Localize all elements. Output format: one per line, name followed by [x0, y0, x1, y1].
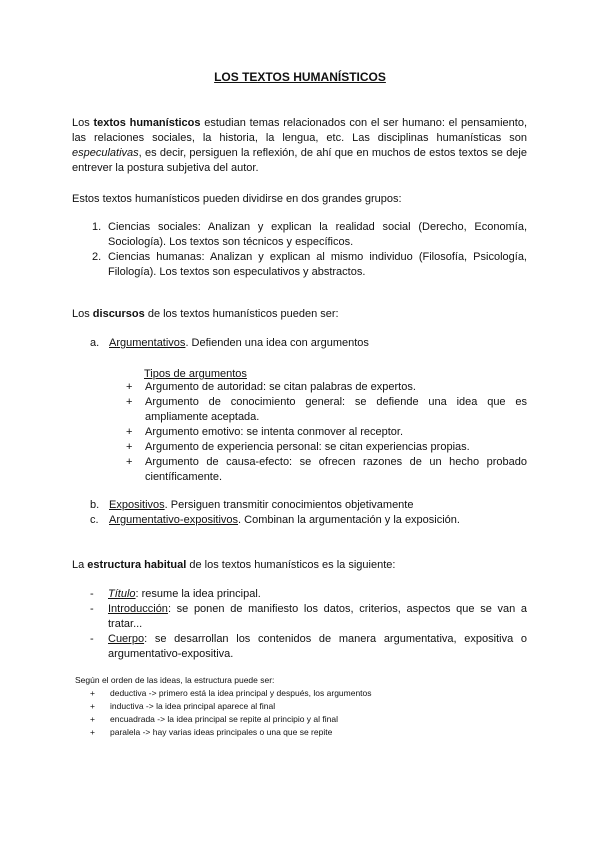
- list-item: [90, 700, 527, 713]
- list-marker: +: [90, 727, 95, 737]
- estructura-intro-text: La: [72, 559, 88, 571]
- intro-paragraph: [72, 116, 527, 176]
- intro-italic-term: especulativas: [72, 147, 139, 159]
- estructura-list: [90, 587, 527, 662]
- discurso-term: Expositivos: [109, 499, 165, 511]
- list-item: [72, 250, 527, 280]
- discurso-item-b: [90, 498, 527, 513]
- list-item: [90, 602, 527, 632]
- list-item: [72, 220, 527, 250]
- discurso-term: Argumentativo-expositivos: [109, 514, 239, 526]
- list-item-text: paralela -> hay varias ideas principales o una que se repite: [110, 727, 333, 737]
- discursos-intro-text: Los: [72, 308, 93, 320]
- list-item: [108, 395, 527, 425]
- list-marker: +: [90, 701, 95, 711]
- groups-list: [72, 220, 527, 280]
- list-item: [108, 455, 527, 485]
- list-item-text: Argumento de conocimiento general: se defiende una idea que es ampliamente aceptada.: [145, 396, 527, 423]
- list-marker: 2.: [92, 251, 102, 263]
- list-item-text: Argumento de experiencia personal: se citan experiencias propias.: [145, 441, 470, 453]
- discursos-bold-term: discursos: [92, 308, 145, 320]
- discurso-text: . Combinan la argumentación y la exposición.: [238, 514, 460, 526]
- discursos-intro: [72, 307, 527, 322]
- estructura-term: Introducción: [108, 603, 168, 615]
- list-marker: +: [126, 381, 133, 393]
- list-marker: +: [90, 688, 95, 698]
- list-marker: +: [126, 396, 133, 408]
- list-marker: +: [126, 441, 133, 453]
- orden-list: [90, 687, 527, 739]
- list-marker: c.: [90, 514, 99, 526]
- list-item: [90, 632, 527, 662]
- list-item-text: : resume la idea principal.: [135, 588, 261, 600]
- discurso-text: . Defienden una idea con argumentos: [185, 337, 369, 349]
- list-item-text: Ciencias sociales: Analizan y explican la realidad social (Derecho, Economía, Sociología). Los textos son técnicos y específicos.: [108, 221, 527, 248]
- list-item-text: encuadrada -> la idea principal se repite al principio y al final: [110, 714, 338, 724]
- discurso-item-c: [90, 513, 527, 528]
- intro-text: estudian temas relacionados con el ser humano: el pensamiento, las relaciones sociales, la historia, la lengua, etc. Las disciplinas humanísticas son: [72, 117, 528, 144]
- intro-text: , es decir, persiguen la reflexión, de ahí que en muchos de estos textos se deje entrever la postura subjetiva del autor.: [72, 147, 527, 174]
- groups-intro: Estos textos humanísticos pueden dividirse en dos grandes grupos:: [72, 193, 402, 205]
- list-item: [90, 713, 527, 726]
- list-item-text: : se desarrollan los contenidos de manera argumentativa, expositiva o argumentativo-expositiva.: [108, 633, 527, 660]
- list-marker: +: [90, 714, 95, 724]
- args-heading-text: Tipos de argumentos: [144, 368, 247, 380]
- list-item: [90, 687, 527, 700]
- list-item: [108, 440, 527, 455]
- list-item: [108, 380, 527, 395]
- list-item-text: Ciencias humanas: Analizan y explican al mismo individuo (Filosofía, Psicología, Filología). Los textos son especulativos y abstractos.: [108, 251, 527, 278]
- estructura-intro: [72, 558, 527, 573]
- list-item-text: inductiva -> la idea principal aparece al final: [110, 701, 276, 711]
- discurso-term: Argumentativos: [109, 337, 186, 349]
- list-marker: -: [90, 603, 94, 615]
- orden-intro: Según el orden de las ideas, la estructura puede ser:: [75, 675, 275, 685]
- list-marker: 1.: [92, 221, 102, 233]
- list-item-text: deductiva -> primero está la idea principal y después, los argumentos: [110, 688, 372, 698]
- list-item-text: Argumento de autoridad: se citan palabras de expertos.: [145, 381, 416, 393]
- list-marker: -: [90, 588, 94, 600]
- list-item: [90, 587, 527, 602]
- discurso-item-a: [90, 336, 527, 351]
- args-list: [108, 380, 527, 485]
- estructura-term: Cuerpo: [108, 633, 145, 645]
- intro-bold-term: textos humanísticos: [93, 117, 201, 129]
- list-item-text: Argumento de causa-efecto: se ofrecen razones de un hecho probado científicamente.: [145, 456, 527, 483]
- discursos-intro-text: de los textos humanísticos pueden ser:: [144, 308, 339, 320]
- list-item: [108, 425, 527, 440]
- list-item-text: Argumento emotivo: se intenta conmover al receptor.: [145, 426, 404, 438]
- list-marker: -: [90, 633, 94, 645]
- estructura-intro-text: de los textos humanísticos es la siguiente:: [186, 559, 396, 571]
- list-marker: +: [126, 456, 133, 468]
- list-marker: +: [126, 426, 133, 438]
- discurso-text: . Persiguen transmitir conocimientos objetivamente: [164, 499, 414, 511]
- page-title: LOS TEXTOS HUMANÍSTICOS: [214, 70, 386, 84]
- list-marker: b.: [90, 499, 100, 511]
- intro-text: Los: [72, 117, 94, 129]
- estructura-term: Título: [108, 588, 136, 600]
- estructura-bold-term: estructura habitual: [87, 559, 187, 571]
- list-item-text: : se ponen de manifiesto los datos, criterios, aspectos que se van a tratar...: [108, 603, 527, 630]
- list-item: [90, 726, 527, 739]
- list-marker: a.: [90, 337, 100, 349]
